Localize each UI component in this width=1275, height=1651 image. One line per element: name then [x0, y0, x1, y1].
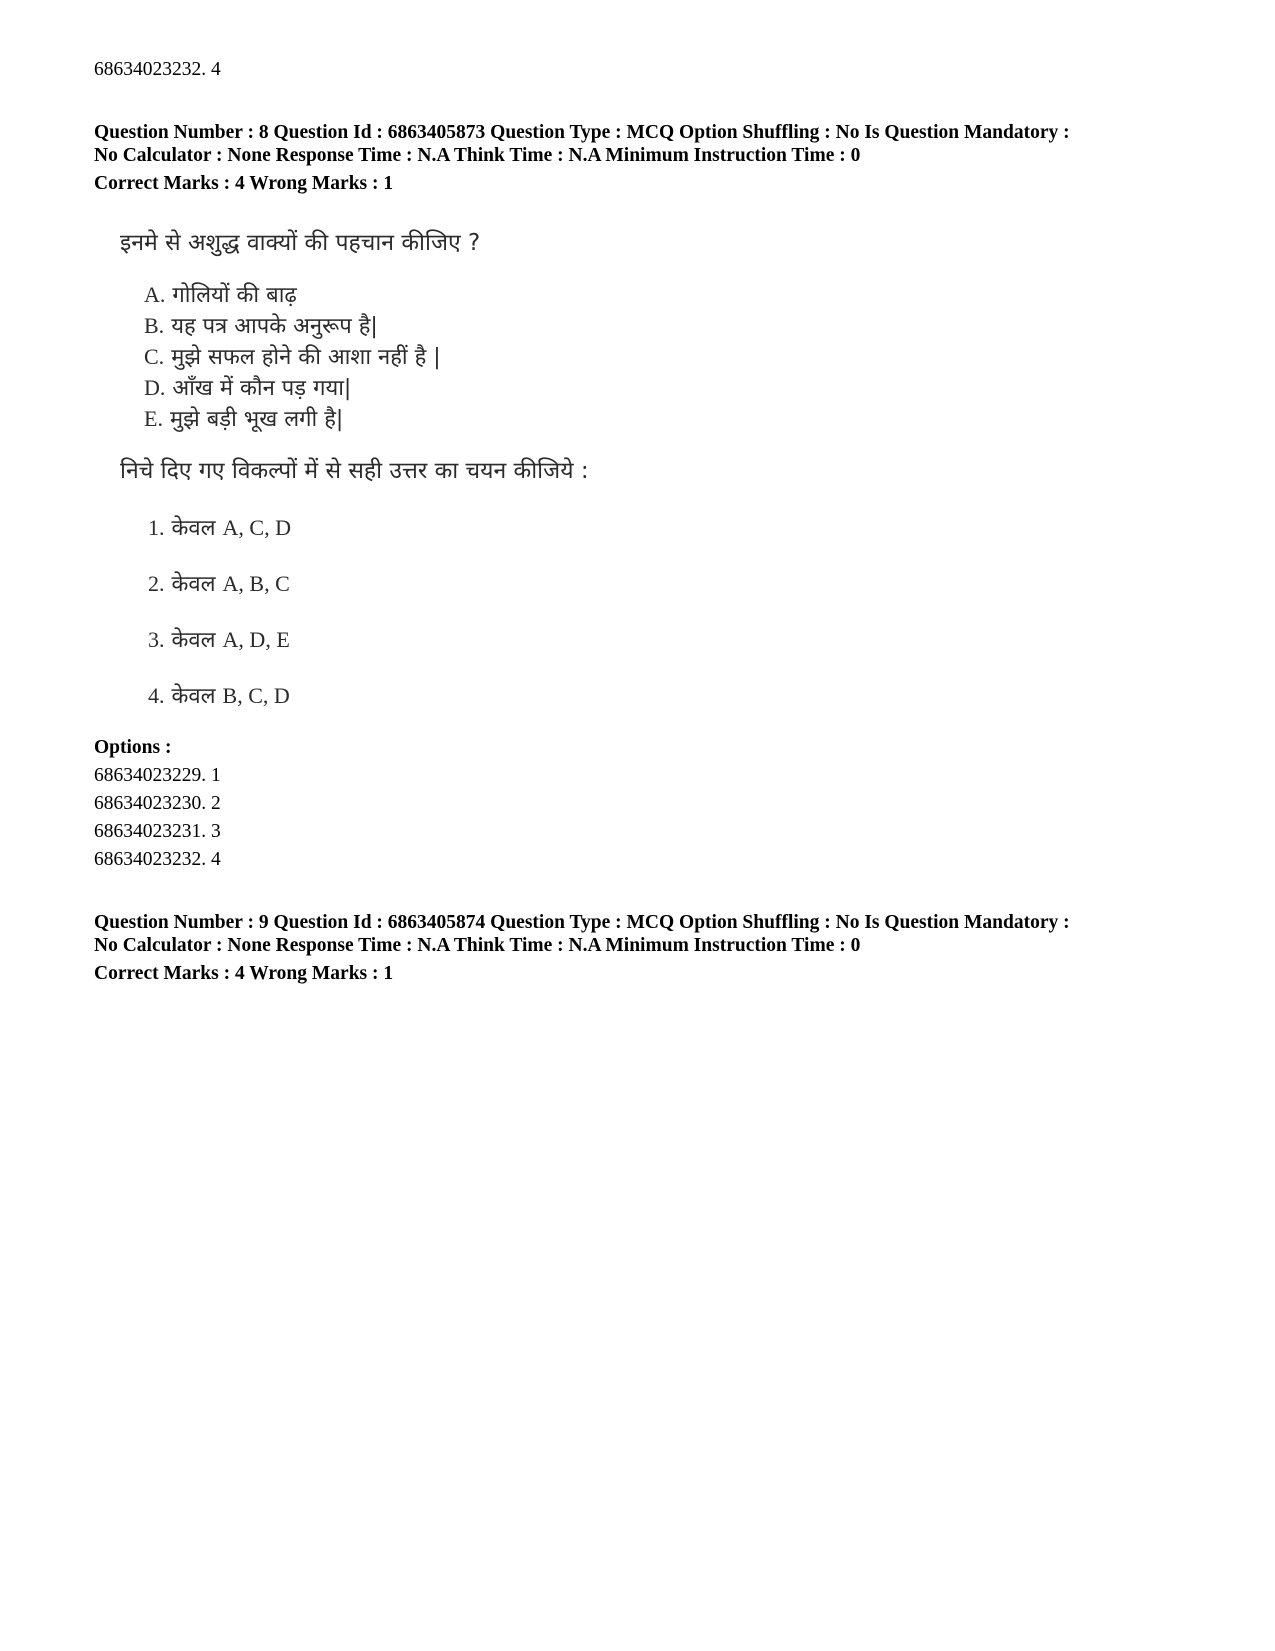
q8-statement-d: [144, 373, 351, 404]
choice-letters: A, C, D: [222, 515, 291, 540]
q8-statement-a: [144, 280, 297, 311]
q9-meta-line1: Question Number : 9 Question Id : 6863405874 Question Type : MCQ Option Shuffling : No Is Question Mandatory :: [94, 912, 1070, 933]
q8-option-1: 68634023229. 1: [94, 765, 221, 786]
choice-number: 1.: [148, 515, 165, 540]
q8-choice-4: [148, 681, 290, 712]
q8-prompt: इनमे से अशुद्ध वाक्यों की पहचान कीजिए ?: [120, 230, 481, 256]
choice-number: 2.: [148, 571, 165, 596]
statement-label: A.: [144, 282, 166, 307]
choice-letters: B, C, D: [222, 683, 290, 708]
previous-option-line: 68634023232. 4: [94, 59, 221, 80]
statement-text: यह पत्र आपके अनुरूप है|: [171, 314, 378, 339]
choice-word: केवल: [171, 516, 216, 541]
statement-label: C.: [144, 344, 165, 369]
statement-label: B.: [144, 313, 165, 338]
q8-option-2: 68634023230. 2: [94, 793, 221, 814]
choice-letters: A, B, C: [222, 571, 290, 596]
q8-statement-b: [144, 311, 378, 342]
q8-choice-3: [148, 625, 290, 656]
q8-statement-c: [144, 342, 441, 373]
q8-options-heading: Options :: [94, 737, 172, 758]
statement-text: मुझे सफल होने की आशा नहीं है |: [171, 345, 441, 370]
q9-meta-line2: No Calculator : None Response Time : N.A Think Time : N.A Minimum Instruction Time : 0: [94, 935, 861, 956]
q8-choice-1: [148, 513, 291, 544]
q8-meta-line1: Question Number : 8 Question Id : 6863405873 Question Type : MCQ Option Shuffling : No Is Question Mandatory :: [94, 122, 1070, 143]
q8-option-4: 68634023232. 4: [94, 849, 221, 870]
statement-label: E.: [144, 406, 163, 431]
choice-number: 3.: [148, 627, 165, 652]
statement-text: गोलियों की बाढ़: [172, 283, 297, 308]
q8-instruction: निचे दिए गए विकल्पों में से सही उत्तर का चयन कीजिये :: [120, 458, 589, 484]
choice-letters: A, D, E: [222, 627, 290, 652]
q8-question-body: [110, 228, 670, 748]
choice-word: केवल: [171, 628, 216, 653]
choice-number: 4.: [148, 683, 165, 708]
choice-word: केवल: [171, 572, 216, 597]
q8-meta-line2: No Calculator : None Response Time : N.A Think Time : N.A Minimum Instruction Time : 0: [94, 145, 861, 166]
q9-marks: Correct Marks : 4 Wrong Marks : 1: [94, 963, 394, 984]
statement-text: आँख में कौन पड़ गया|: [172, 376, 352, 401]
q8-choice-2: [148, 569, 290, 600]
statement-text: मुझे बड़ी भूख लगी है|: [169, 407, 344, 432]
statement-label: D.: [144, 375, 166, 400]
q8-option-3: 68634023231. 3: [94, 821, 221, 842]
choice-word: केवल: [171, 684, 216, 709]
q8-marks: Correct Marks : 4 Wrong Marks : 1: [94, 173, 394, 194]
q8-statement-e: [144, 404, 343, 435]
